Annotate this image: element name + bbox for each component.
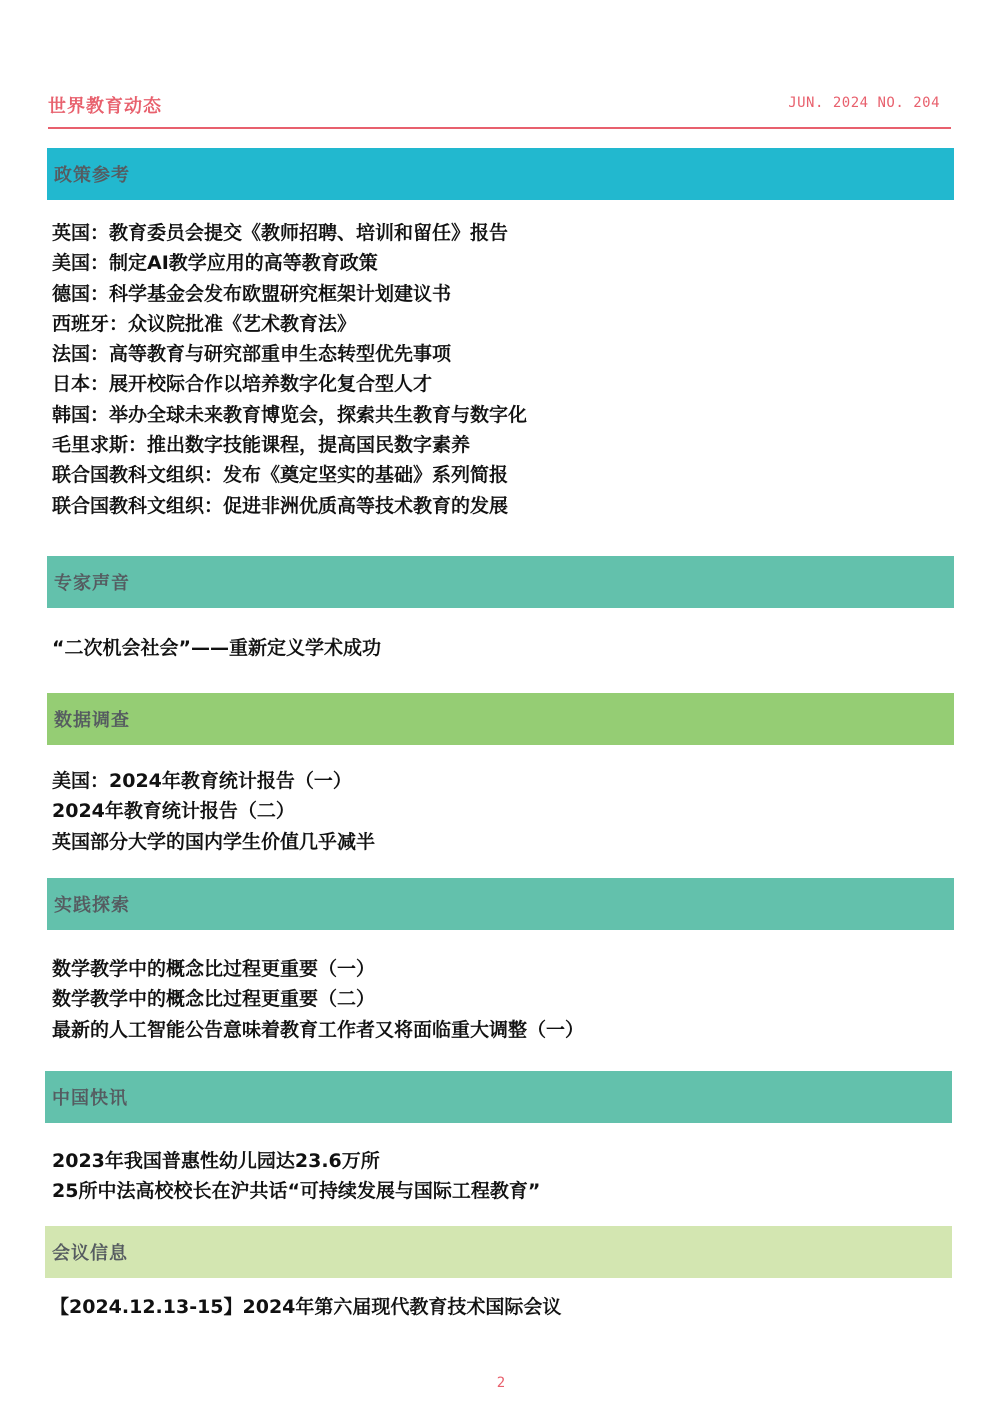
section-header-china-news — [45, 1071, 952, 1123]
list-item[interactable]: 英国：教育委员会提交《教师招聘、培训和留任》报告 — [52, 222, 509, 244]
section-header-expert — [47, 556, 954, 608]
list-item[interactable]: 韩国：举办全球未来教育博览会，探索共生教育与数字化 — [52, 403, 528, 426]
policy-list — [52, 218, 527, 521]
list-item[interactable]: 美国：2024年教育统计报告（一） — [52, 770, 352, 792]
china-news-list — [52, 1146, 540, 1207]
expert-list — [52, 633, 381, 663]
list-item[interactable]: 联合国教科文组织：促进非洲优质高等技术教育的发展 — [52, 494, 509, 517]
section-header-policy — [47, 148, 954, 200]
section-header-conference — [45, 1226, 952, 1278]
list-item[interactable]: 日本：展开校际合作以培养数字化复合型人才 — [52, 373, 433, 396]
list-item[interactable]: 英国部分大学的国内学生价值几乎减半 — [52, 830, 376, 853]
section-header-practice — [47, 878, 954, 930]
data-list — [52, 766, 375, 857]
list-item[interactable]: 联合国教科文组织：发布《奠定坚实的基础》系列简报 — [52, 464, 509, 487]
section-title: 数据调查 — [54, 710, 130, 731]
list-item[interactable]: 数学教学中的概念比过程更重要（二） — [52, 988, 376, 1011]
section-title: 政策参考 — [54, 165, 130, 186]
issue-number: JUN. 2024 NO. 204 — [788, 95, 940, 111]
list-item[interactable]: 美国：制定AI教学应用的高等教育政策 — [52, 252, 378, 275]
page-number: 2 — [496, 1375, 506, 1391]
header-divider — [48, 127, 951, 129]
list-item[interactable]: 【2024.12.13-15】2024年第六届现代教育技术国际会议 — [50, 1296, 562, 1318]
section-title: 会议信息 — [52, 1243, 128, 1264]
list-item[interactable]: 最新的人工智能公告意味着教育工作者又将面临重大调整（一） — [52, 1018, 585, 1041]
list-item[interactable]: 2023年我国普惠性幼儿园达23.6万所 — [52, 1150, 380, 1172]
conference-list — [50, 1292, 561, 1322]
list-item[interactable]: 2024年教育统计报告（二） — [52, 800, 295, 823]
list-item[interactable]: 数学教学中的概念比过程更重要（一） — [52, 958, 376, 980]
list-item[interactable]: “二次机会社会”——重新定义学术成功 — [52, 637, 381, 659]
section-header-data — [47, 693, 954, 745]
list-item[interactable]: 法国：高等教育与研究部重申生态转型优先事项 — [52, 343, 452, 366]
list-item[interactable]: 毛里求斯：推出数字技能课程，提高国民数字素养 — [52, 434, 471, 457]
list-item[interactable]: 西班牙：众议院批准《艺术教育法》 — [52, 312, 357, 335]
publication-title: 世界教育动态 — [48, 96, 162, 117]
list-item[interactable]: 德国：科学基金会发布欧盟研究框架计划建议书 — [52, 282, 452, 305]
section-title: 专家声音 — [54, 573, 130, 594]
section-title: 中国快讯 — [52, 1088, 128, 1109]
practice-list — [52, 954, 584, 1045]
list-item[interactable]: 25所中法高校校长在沪共话“可持续发展与国际工程教育” — [52, 1180, 541, 1203]
section-title: 实践探索 — [54, 895, 130, 916]
